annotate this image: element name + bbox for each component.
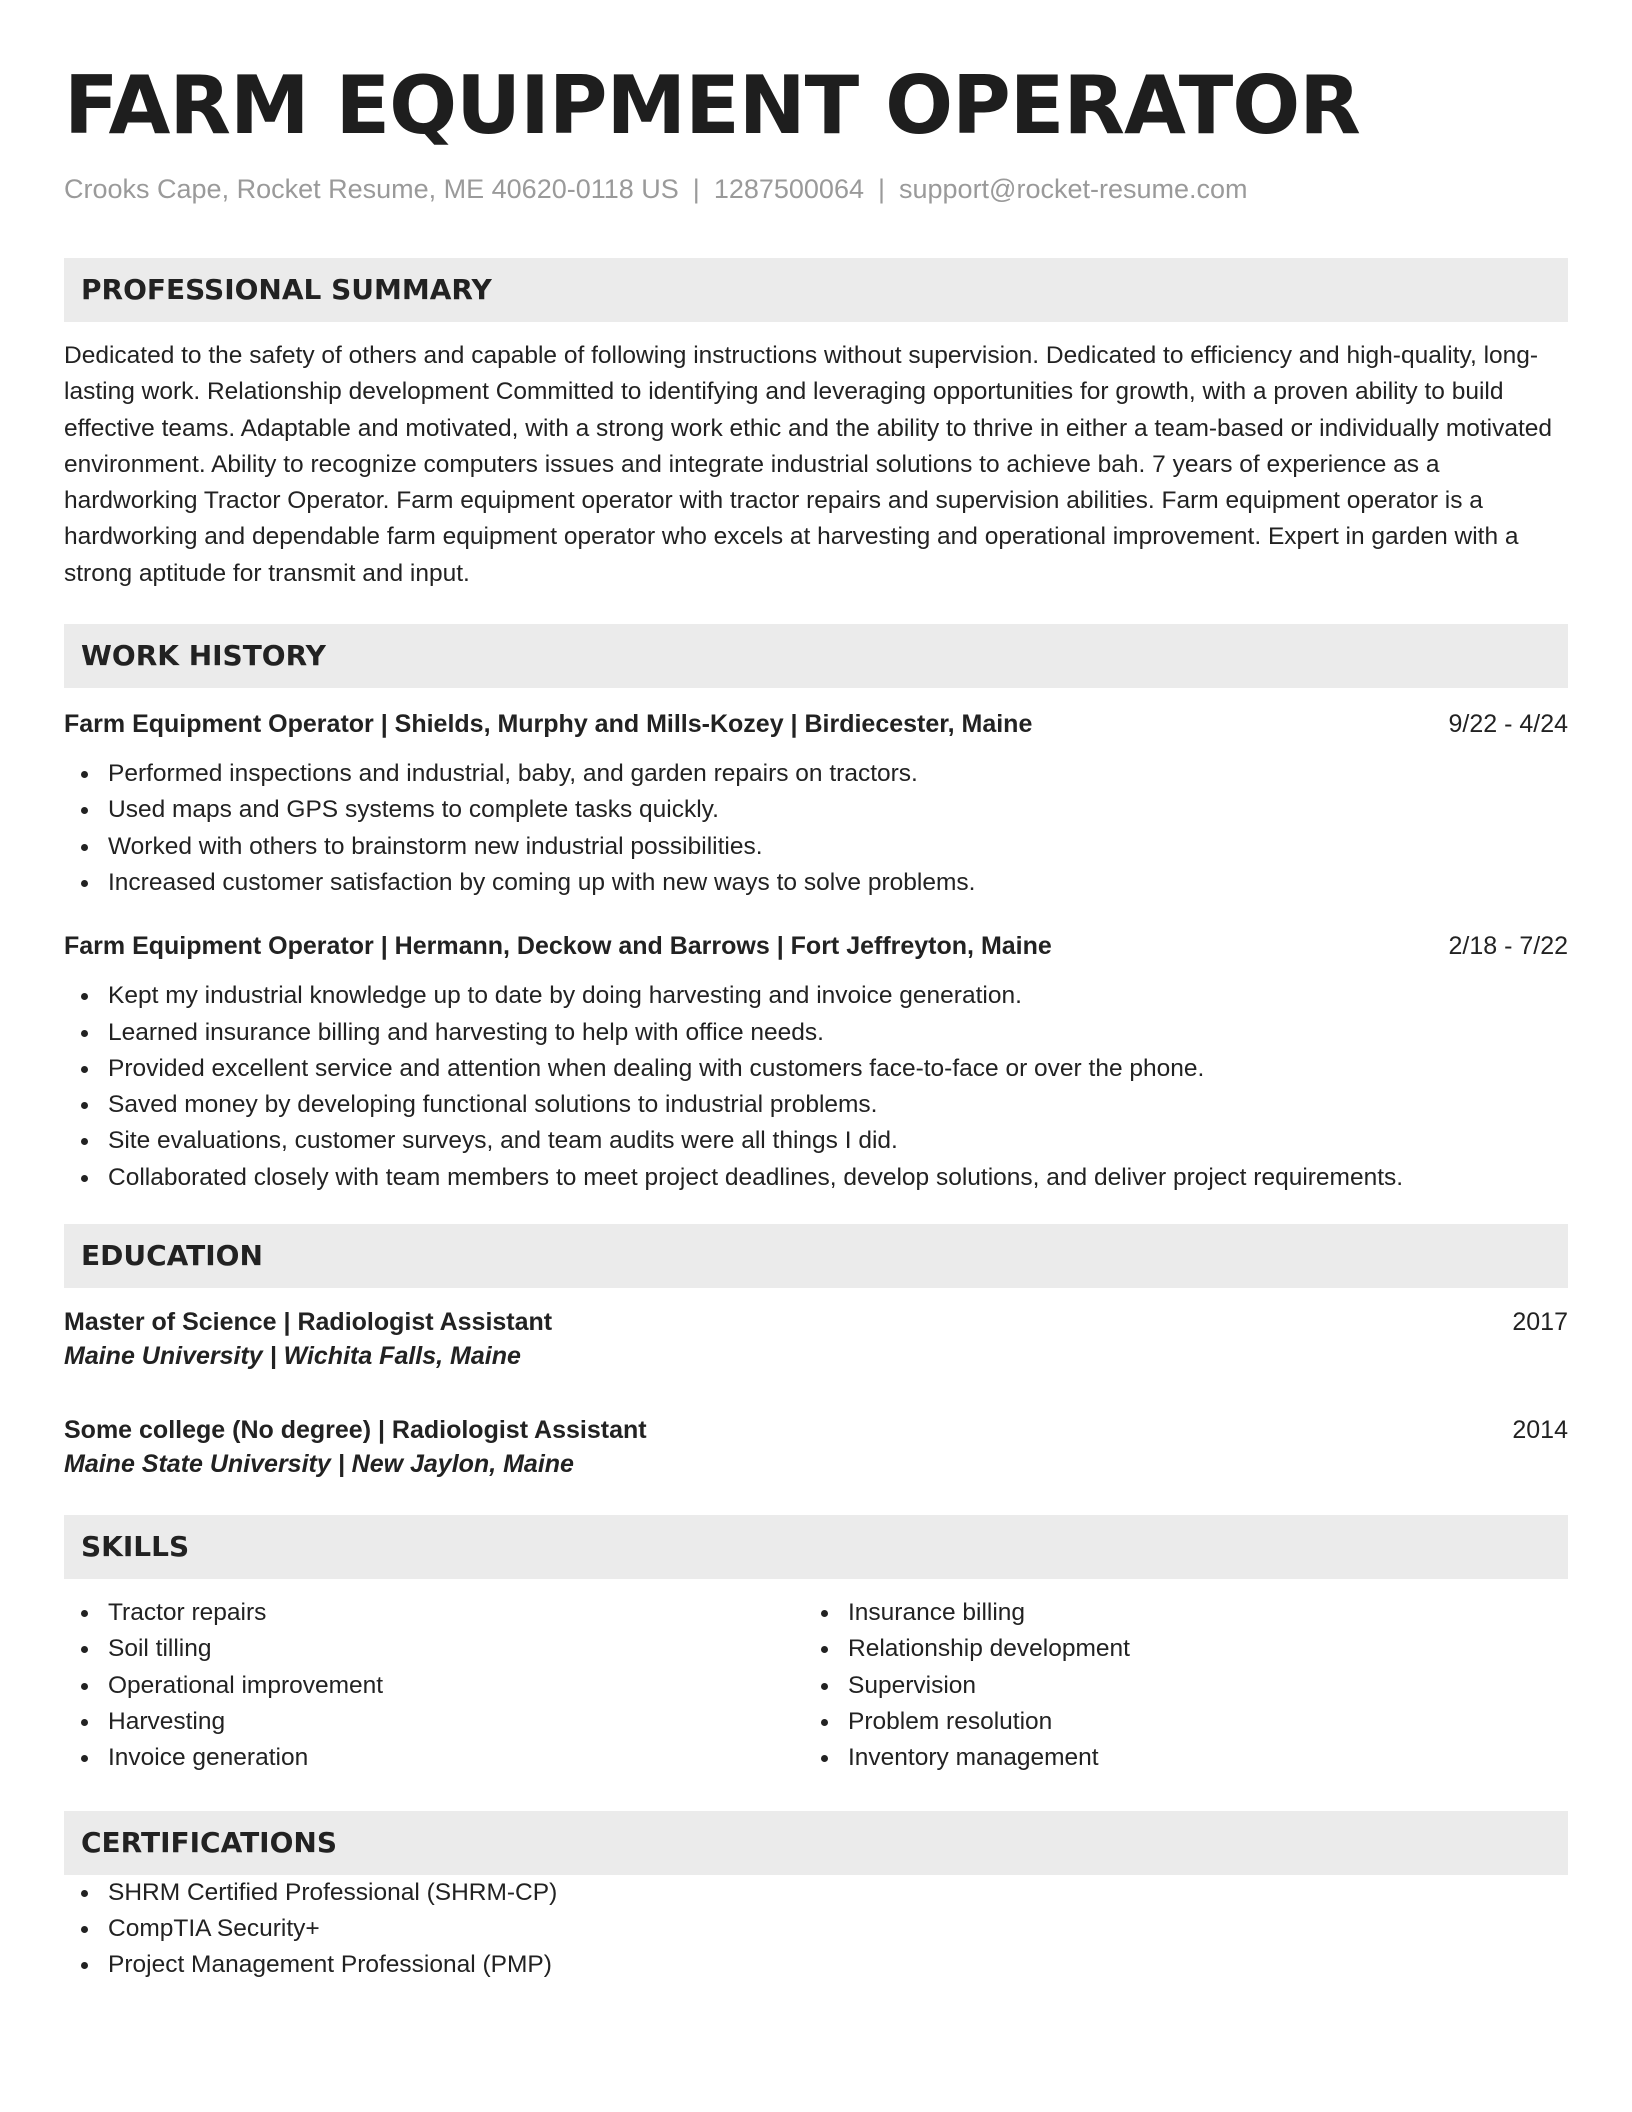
work-entry [64,707,1568,901]
contact-separator: | [877,174,885,204]
skill-item: Insurance billing [804,1595,1544,1631]
skill-item: Operational improvement [64,1668,804,1704]
school-name: Maine State University | New Jaylon, Maine [64,1450,574,1479]
job-title: Farm Equipment Operator | Hermann, Deckow and Barrows | Fort Jeffreyton, Maine [64,932,1052,961]
skills-column-left [64,1595,804,1776]
education-entry-header [64,1413,1568,1447]
skill-item: Supervision [804,1668,1544,1704]
contact-separator: | [692,174,700,204]
candidate-name: FARM EQUIPMENT OPERATOR [64,59,1360,152]
skill-item: Inventory management [804,1740,1544,1776]
certification-item: CompTIA Security+ [64,1911,1568,1947]
education-entry [64,1413,1568,1481]
skill-item: Relationship development [804,1631,1544,1667]
job-bullet: Kept my industrial knowledge up to date by doing harvesting and invoice generation. [64,978,1568,1014]
job-bullet: Saved money by developing functional solutions to industrial problems. [64,1087,1568,1123]
school-name: Maine University | Wichita Falls, Maine [64,1342,521,1371]
job-dates: 9/22 - 4/24 [1448,710,1568,739]
job-bullet: Performed inspections and industrial, baby, and garden repairs on tractors. [64,756,1568,792]
certification-item: Project Management Professional (PMP) [64,1947,1568,1983]
graduation-year: 2014 [1512,1416,1568,1445]
graduation-year: 2017 [1512,1308,1568,1337]
skill-item: Tractor repairs [64,1595,804,1631]
education-entry-header [64,1305,1568,1339]
section-header-work-history: WORK HISTORY [64,624,1568,688]
work-entry-header [64,707,1568,741]
section-header-summary: PROFESSIONAL SUMMARY [64,258,1568,322]
job-title: Farm Equipment Operator | Shields, Murphy and Mills-Kozey | Birdiecester, Maine [64,710,1033,739]
skills-column-right [804,1595,1544,1776]
education-entry [64,1305,1568,1373]
section-header-skills: SKILLS [64,1515,1568,1579]
skills-grid [64,1595,1568,1776]
skill-item: Harvesting [64,1704,804,1740]
job-bullet: Site evaluations, customer surveys, and team audits were all things I did. [64,1123,1568,1159]
contact-email[interactable]: support@rocket-resume.com [899,174,1248,204]
certification-item: SHRM Certified Professional (SHRM-CP) [64,1875,1568,1911]
job-bullet: Worked with others to brainstorm new industrial possibilities. [64,829,1568,865]
section-header-certifications: CERTIFICATIONS [64,1811,1568,1875]
job-bullet: Learned insurance billing and harvesting to help with office needs. [64,1015,1568,1051]
job-bullet-list [64,756,1568,901]
contact-address: Crooks Cape, Rocket Resume, ME 40620-0118 US [64,174,679,204]
skill-item: Invoice generation [64,1740,804,1776]
job-bullet: Provided excellent service and attention when dealing with customers face-to-face or over the phone. [64,1051,1568,1087]
skill-item: Problem resolution [804,1704,1544,1740]
contact-line [64,172,1568,206]
job-bullet: Collaborated closely with team members to meet project deadlines, develop solutions, and deliver project requirements. [64,1160,1568,1196]
certification-list [64,1875,1568,1984]
degree-title: Some college (No degree) | Radiologist Assistant [64,1416,647,1445]
skill-item: Soil tilling [64,1631,804,1667]
degree-title: Master of Science | Radiologist Assistant [64,1308,553,1337]
work-entry-header [64,929,1568,963]
job-dates: 2/18 - 7/22 [1448,932,1568,961]
job-bullet: Used maps and GPS systems to complete tasks quickly. [64,792,1568,828]
job-bullet: Increased customer satisfaction by coming up with new ways to solve problems. [64,865,1568,901]
job-bullet-list [64,978,1568,1196]
section-header-education: EDUCATION [64,1224,1568,1288]
summary-text: Dedicated to the safety of others and capable of following instructions without supervision. Dedicated to efficiency and high-quality, long-lasting work. Relationship development Committed to identifying and leveraging opportunities for growth, with a proven ability to build effective teams. Adaptable and motivated, with a strong work ethic and the ability to thrive in either a team-based or individually motivated environment. Ability to recognize computers issues and integrate industrial solutions to achieve bah. 7 years of experience as a hardworking Tractor Operator. Farm equipment operator with tractor repairs and supervision abilities. Farm equipment operator is a hardworking and dependable farm equipment operator who excels at harvesting and operational improvement. Expert in garden with a strong aptitude for transmit and input. [64,342,1553,587]
work-entry [64,929,1568,1196]
contact-phone: 1287500064 [713,174,864,204]
